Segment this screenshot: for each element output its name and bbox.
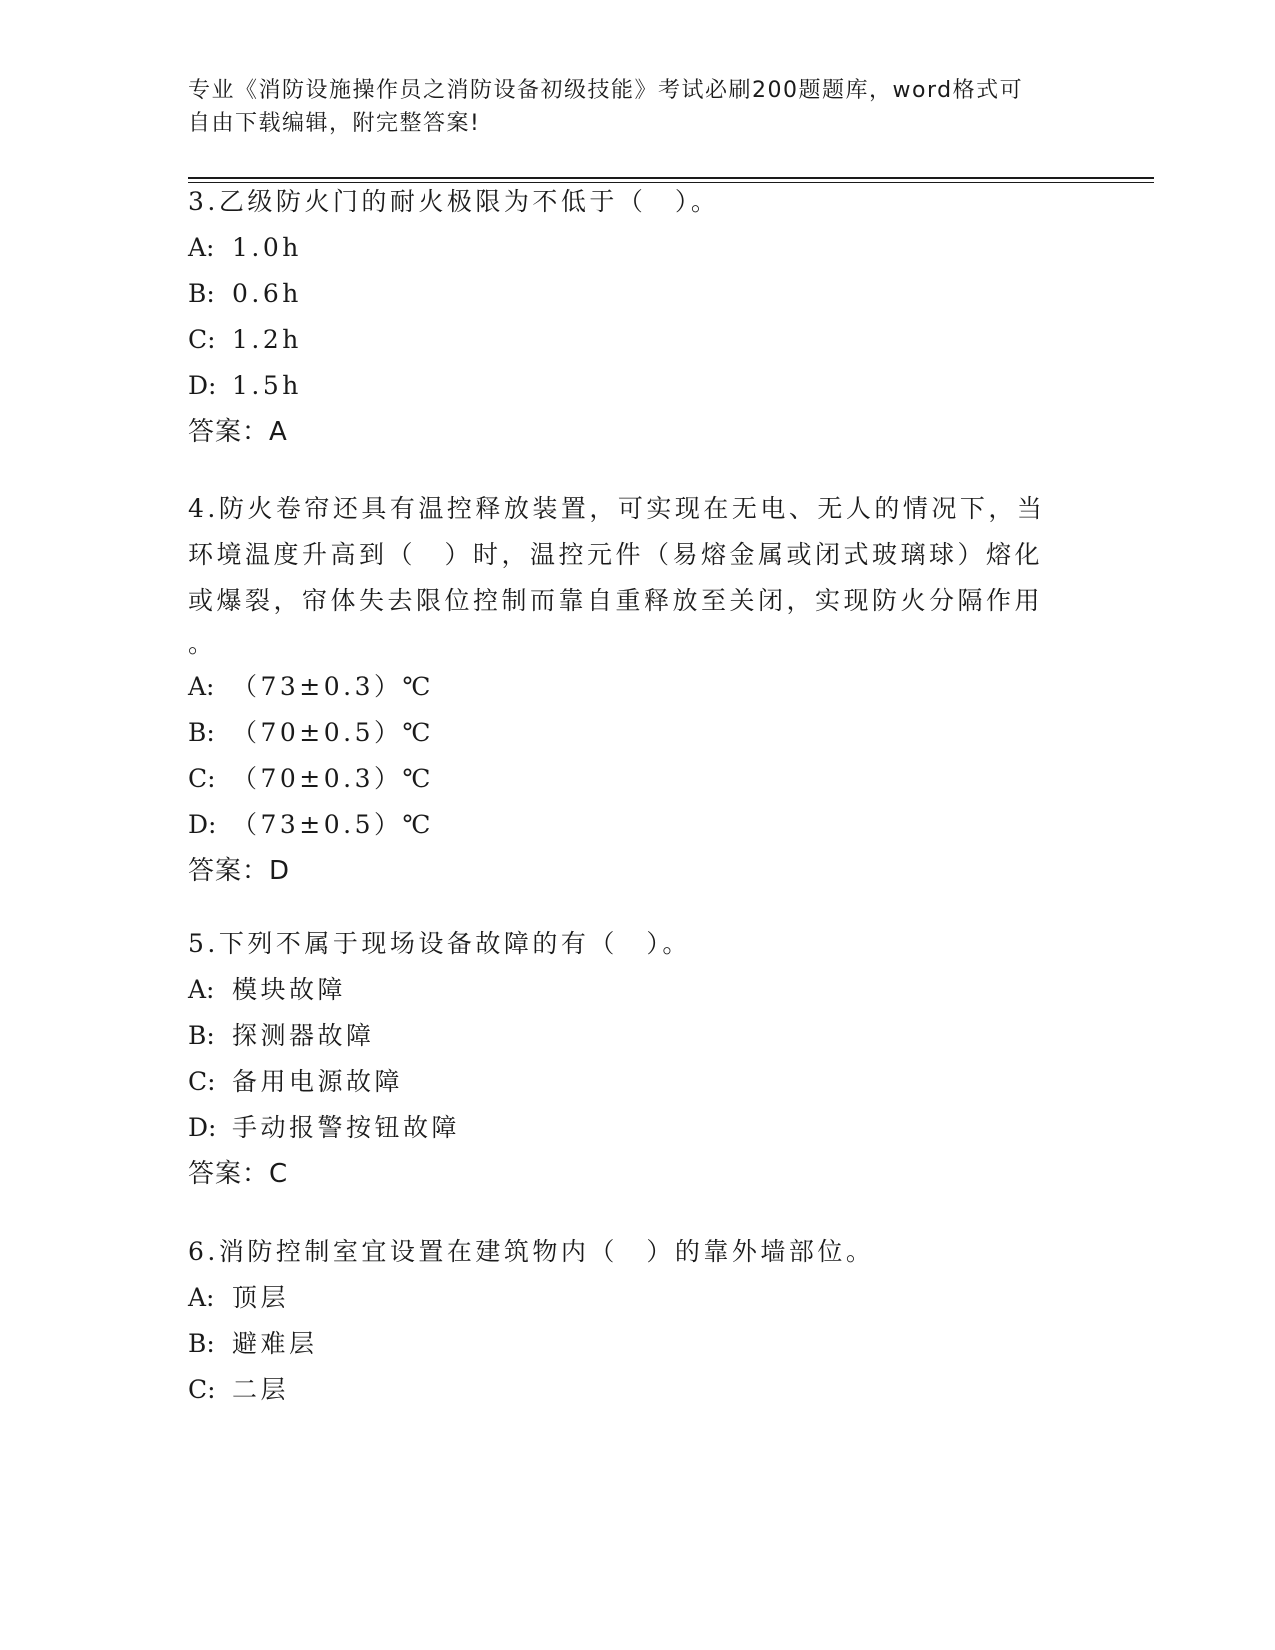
option-a: [188, 664, 1068, 710]
option-text: 手动报警按钮故障: [232, 1113, 461, 1142]
option-b: [188, 271, 1068, 317]
option-label: A:: [188, 975, 215, 1004]
option-text: （70±0.3）℃: [232, 764, 434, 793]
option-a: [188, 225, 1068, 271]
answer: 答案：A: [188, 417, 288, 447]
option-c: [188, 1059, 1068, 1105]
option-text: 探测器故障: [232, 1021, 375, 1050]
question-3: [188, 179, 1068, 455]
answer: 答案：C: [188, 1159, 289, 1189]
option-text: 顶层: [232, 1283, 290, 1312]
option-label: B:: [188, 718, 215, 747]
header-title-line-2: 自由下载编辑，附完整答案!: [188, 111, 481, 136]
option-label: D:: [188, 810, 217, 839]
question-4: [188, 486, 1068, 894]
option-text: 二层: [232, 1375, 290, 1404]
option-c: [188, 756, 1068, 802]
option-text: 0.6h: [232, 279, 302, 308]
option-label: B:: [188, 279, 215, 308]
option-label: C:: [188, 1067, 216, 1096]
option-label: B:: [188, 1021, 215, 1050]
option-c: [188, 317, 1068, 363]
option-d: [188, 363, 1068, 409]
option-text: 模块故障: [232, 975, 347, 1004]
option-label: C:: [188, 764, 216, 793]
option-c: [188, 1367, 1068, 1413]
option-a: [188, 1275, 1068, 1321]
option-b: [188, 710, 1068, 756]
question-stem-line-1: 4.防火卷帘还具有温控释放装置，可实现在无电、无人的情况下，当: [188, 494, 1046, 523]
option-text: （73±0.3）℃: [232, 672, 434, 701]
question-stem: 5.下列不属于现场设备故障的有（ ）。: [188, 929, 691, 958]
question-stem-line-4: 。: [188, 629, 217, 658]
option-b: [188, 1013, 1068, 1059]
question-stem: 6.消防控制室宜设置在建筑物内（ ）的靠外墙部位。: [188, 1237, 875, 1266]
option-label: A:: [188, 672, 215, 701]
option-text: 备用电源故障: [232, 1067, 404, 1096]
option-text: 1.5h: [232, 371, 302, 400]
option-d: [188, 802, 1068, 848]
option-text: （73±0.5）℃: [232, 810, 434, 839]
option-text: 避难层: [232, 1329, 318, 1358]
option-text: （70±0.5）℃: [232, 718, 434, 747]
option-label: D:: [188, 1113, 217, 1142]
option-text: 1.0h: [232, 233, 302, 262]
question-stem: 3.乙级防火门的耐火极限为不低于（ ）。: [188, 187, 720, 216]
option-text: 1.2h: [232, 325, 302, 354]
document-header: [188, 74, 1068, 140]
option-label: A:: [188, 233, 215, 262]
question-stem-line-3: 或爆裂，帘体失去限位控制而靠自重释放至关闭，实现防火分隔作用: [188, 586, 1044, 615]
option-b: [188, 1321, 1068, 1367]
question-stem-line-2: 环境温度升高到（ ）时，温控元件（易熔金属或闭式玻璃球）熔化: [188, 540, 1044, 569]
answer: 答案：D: [188, 856, 291, 886]
option-label: C:: [188, 325, 216, 354]
option-label: A:: [188, 1283, 215, 1312]
header-title-line-1: 专业《消防设施操作员之消防设备初级技能》考试必刷200题题库，word格式可: [188, 78, 1024, 103]
option-label: C:: [188, 1375, 216, 1404]
question-6: [188, 1229, 1068, 1413]
option-label: B:: [188, 1329, 215, 1358]
option-d: [188, 1105, 1068, 1151]
option-label: D:: [188, 371, 217, 400]
option-a: [188, 967, 1068, 1013]
question-5: [188, 921, 1068, 1197]
